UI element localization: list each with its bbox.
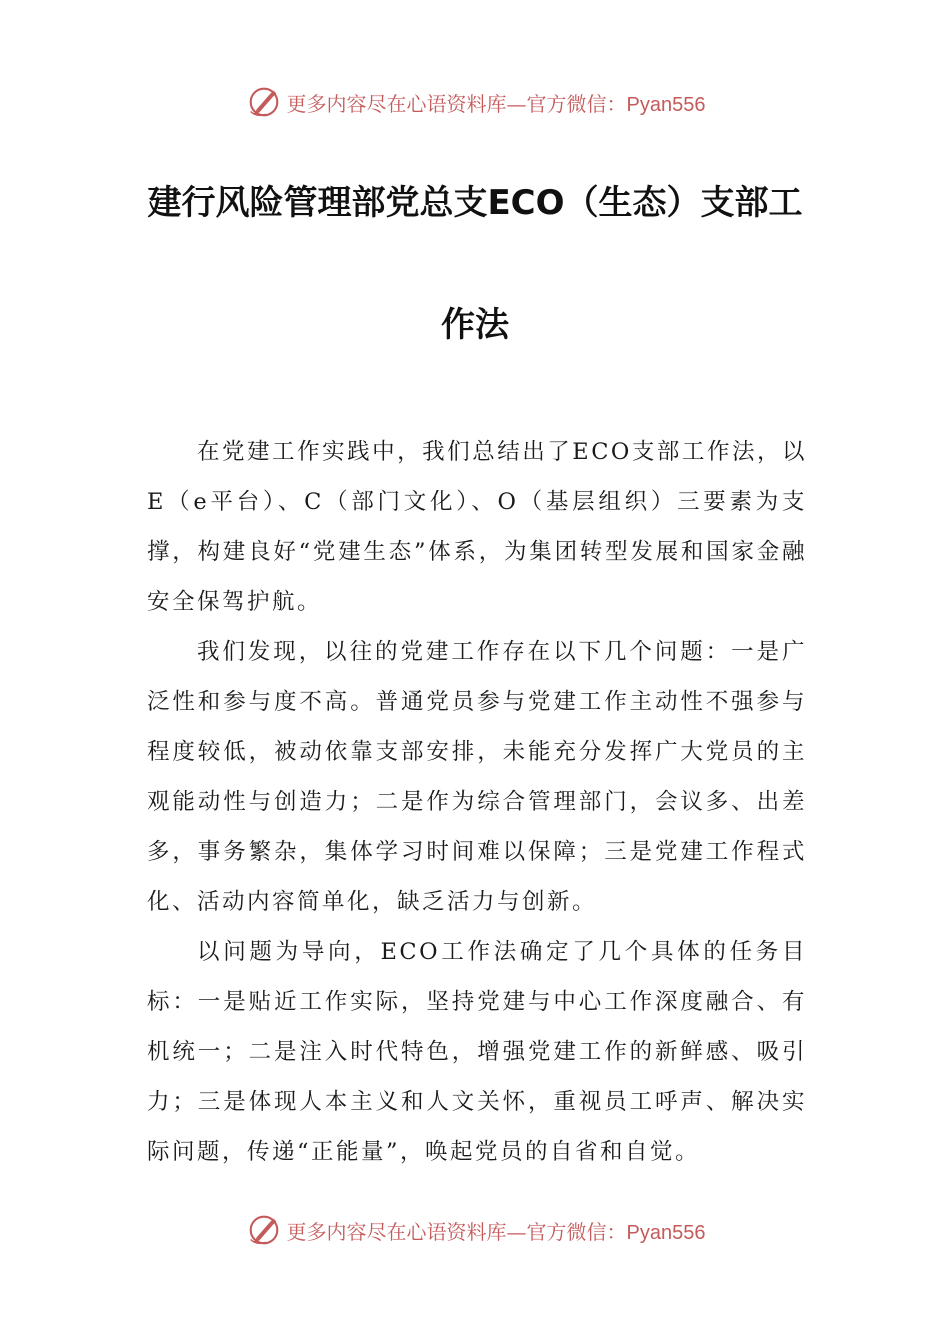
paragraph-2: 我们发现，以往的党建工作存在以下几个问题：一是广泛性和参与度不高。普通党员参与党建工作主动性不强参与程度较低，被动依靠支部安排，未能充分发挥广大党员的主观能动性与创造力；二是作为综合管理部门，会议多、出差多，事务繁杂，集体学习时间难以保障；三是党建工作程式化、活动内容简单化，缺乏活力与创新。 (147, 639, 807, 915)
document-title-line-2: 作法 (441, 305, 509, 345)
header-watermark (0, 82, 950, 122)
pen-nib-icon (245, 1211, 283, 1249)
watermark-text: 更多内容尽在心语资料库—官方微信：Pyan556 (286, 1219, 706, 1244)
footer-watermark (0, 1210, 950, 1250)
paragraph-1: 在党建工作实践中，我们总结出了ECO支部工作法，以E（e平台）、C（部门文化）、O（基层组织）三要素为支撑，构建良好“党建生态”体系，为集团转型发展和国家金融安全保驾护航。 (147, 439, 807, 615)
document-title-line-1: 建行风险管理部党总支ECO（生态）支部工 (147, 183, 803, 223)
pen-nib-icon (245, 83, 283, 121)
watermark-wechat-id: Pyan556 (626, 1221, 706, 1244)
document-body (147, 427, 807, 1177)
watermark-wechat-id: Pyan556 (626, 93, 706, 116)
paragraph-3: 以问题为导向，ECO工作法确定了几个具体的任务目标：一是贴近工作实际，坚持党建与中心工作深度融合、有机统一；二是注入时代特色，增强党建工作的新鲜感、吸引力；三是体现人本主义和人文关怀，重视员工呼声、解决实际问题，传递“正能量”，唤起党员的自省和自觉。 (147, 939, 807, 1165)
watermark-text: 更多内容尽在心语资料库—官方微信：Pyan556 (286, 91, 706, 116)
